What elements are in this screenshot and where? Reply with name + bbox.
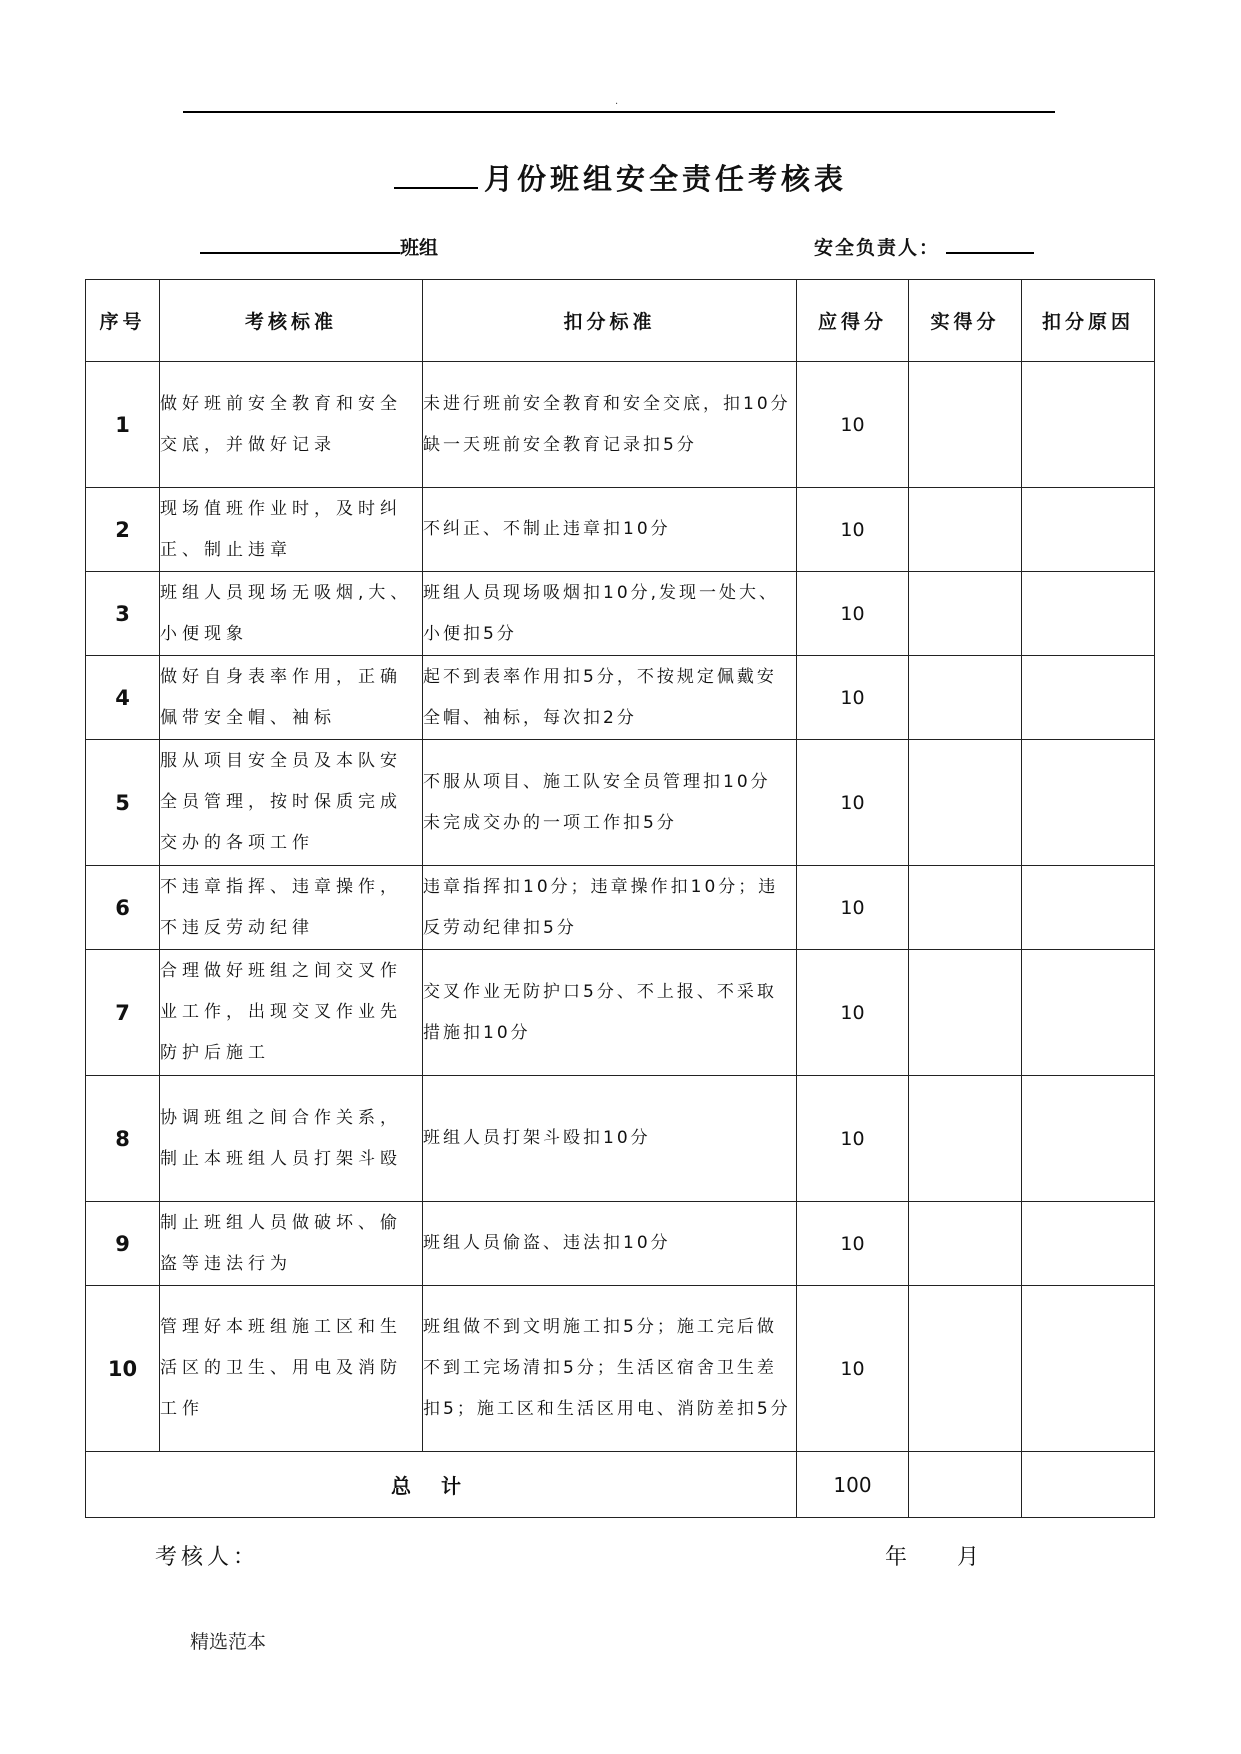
assessment-table: [85, 279, 1155, 1518]
row-number: 7: [86, 950, 160, 1076]
actual-score: [909, 362, 1022, 488]
assessment-standard: 合理做好班组之间交叉作业工作，出现交叉作业先防护后施工: [160, 950, 423, 1076]
deduction-standard: 班组人员打架斗殴扣10分: [423, 1076, 797, 1202]
deduction-standard: 班组人员现场吸烟扣10分,发现一处大、小便扣5分: [423, 572, 797, 656]
actual-score: [909, 572, 1022, 656]
actual-score: [909, 1202, 1022, 1286]
deduction-reason: [1022, 1202, 1155, 1286]
year-label: 年: [885, 1545, 908, 1570]
assessment-standard: 不违章指挥、违章操作，不违反劳动纪律: [160, 866, 423, 950]
total-row: [86, 1452, 1155, 1518]
deduction-reason: [1022, 1286, 1155, 1452]
row-number: 6: [86, 866, 160, 950]
due-score: 10: [797, 1202, 909, 1286]
column-header: 序号: [86, 280, 160, 362]
table-row: [86, 740, 1155, 866]
due-score: 10: [797, 488, 909, 572]
deduction-reason: [1022, 488, 1155, 572]
deduction-reason: [1022, 1076, 1155, 1202]
page-title: [0, 157, 1241, 198]
column-header: 应得分: [797, 280, 909, 362]
deduction-reason: [1022, 656, 1155, 740]
row-number: 10: [86, 1286, 160, 1452]
assessment-standard: 服从项目安全员及本队安全员管理，按时保质完成交办的各项工作: [160, 740, 423, 866]
deduction-reason: [1022, 866, 1155, 950]
row-number: 5: [86, 740, 160, 866]
team-field: [200, 230, 438, 260]
deduction-standard: 未进行班前安全教育和安全交底，扣10分 缺一天班前安全教育记录扣5分: [423, 362, 797, 488]
deduction-reason: [1022, 740, 1155, 866]
table-row: [86, 488, 1155, 572]
actual-score: [909, 1286, 1022, 1452]
responsible-blank-line: [946, 230, 1034, 254]
footer-note: 精选范本: [190, 1631, 267, 1653]
team-blank-line: [200, 230, 400, 254]
actual-score: [909, 488, 1022, 572]
row-number: 4: [86, 656, 160, 740]
total-label: 总计: [86, 1452, 797, 1518]
column-header: 扣分标准: [423, 280, 797, 362]
title-text: 月份班组安全责任考核表: [483, 162, 847, 196]
deduction-standard: 不纠正、不制止违章扣10分: [423, 488, 797, 572]
due-score: 10: [797, 866, 909, 950]
header-rule: [183, 111, 1055, 113]
total-due: 100: [797, 1452, 909, 1518]
assessment-standard: 班组人员现场无吸烟,大、小便现象: [160, 572, 423, 656]
due-score: 10: [797, 1076, 909, 1202]
due-score: 10: [797, 362, 909, 488]
actual-score: [909, 656, 1022, 740]
reviewer-label: 考核人：: [155, 1545, 260, 1570]
row-number: 9: [86, 1202, 160, 1286]
table-header-row: [86, 280, 1155, 362]
table-row: [86, 1076, 1155, 1202]
deduction-reason: [1022, 572, 1155, 656]
due-score: 10: [797, 656, 909, 740]
table-row: [86, 362, 1155, 488]
assessment-standard: 做好班前安全教育和安全交底，并做好记录: [160, 362, 423, 488]
table-row: [86, 656, 1155, 740]
table-row: [86, 572, 1155, 656]
row-number: 2: [86, 488, 160, 572]
deduction-standard: 违章指挥扣10分；违章操作扣10分；违反劳动纪律扣5分: [423, 866, 797, 950]
total-actual: [909, 1452, 1022, 1518]
deduction-standard: 班组做不到文明施工扣5分；施工完后做不到工完场清扣5分；生活区宿舍卫生差扣5；施工区和生活区用电、消防差扣5分: [423, 1286, 797, 1452]
row-number: 8: [86, 1076, 160, 1202]
actual-score: [909, 1076, 1022, 1202]
deduction-standard: 起不到表率作用扣5分，不按规定佩戴安全帽、袖标，每次扣2分: [423, 656, 797, 740]
month-blank-line: [394, 167, 478, 189]
total-reason: [1022, 1452, 1155, 1518]
header-dot: .: [615, 96, 619, 107]
column-header: 考核标准: [160, 280, 423, 362]
due-score: 10: [797, 572, 909, 656]
table-row: [86, 950, 1155, 1076]
assessment-standard: 做好自身表率作用，正确佩带安全帽、袖标: [160, 656, 423, 740]
team-label: 班组: [400, 237, 439, 259]
column-header: 实得分: [909, 280, 1022, 362]
deduction-standard: 不服从项目、施工队安全员管理扣10分 未完成交办的一项工作扣5分: [423, 740, 797, 866]
table-row: [86, 866, 1155, 950]
row-number: 1: [86, 362, 160, 488]
actual-score: [909, 950, 1022, 1076]
table-row: [86, 1202, 1155, 1286]
actual-score: [909, 740, 1022, 866]
assessment-standard: 协调班组之间合作关系，制止本班组人员打架斗殴: [160, 1076, 423, 1202]
table-row: [86, 1286, 1155, 1452]
assessment-standard: 制止班组人员做破坏、偷盗等违法行为: [160, 1202, 423, 1286]
deduction-reason: [1022, 950, 1155, 1076]
row-number: 3: [86, 572, 160, 656]
actual-score: [909, 866, 1022, 950]
column-header: 扣分原因: [1022, 280, 1155, 362]
assessment-standard: 现场值班作业时，及时纠正、制止违章: [160, 488, 423, 572]
deduction-standard: 班组人员偷盗、违法扣10分: [423, 1202, 797, 1286]
due-score: 10: [797, 740, 909, 866]
assessment-standard: 管理好本班组施工区和生活区的卫生、用电及消防工作: [160, 1286, 423, 1452]
deduction-standard: 交叉作业无防护口5分、不上报、不采取措施扣10分: [423, 950, 797, 1076]
due-score: 10: [797, 1286, 909, 1452]
responsible-label: 安全负责人：: [814, 237, 941, 259]
responsible-field: [814, 230, 1034, 260]
due-score: 10: [797, 950, 909, 1076]
deduction-reason: [1022, 362, 1155, 488]
month-label: 月: [957, 1545, 980, 1570]
